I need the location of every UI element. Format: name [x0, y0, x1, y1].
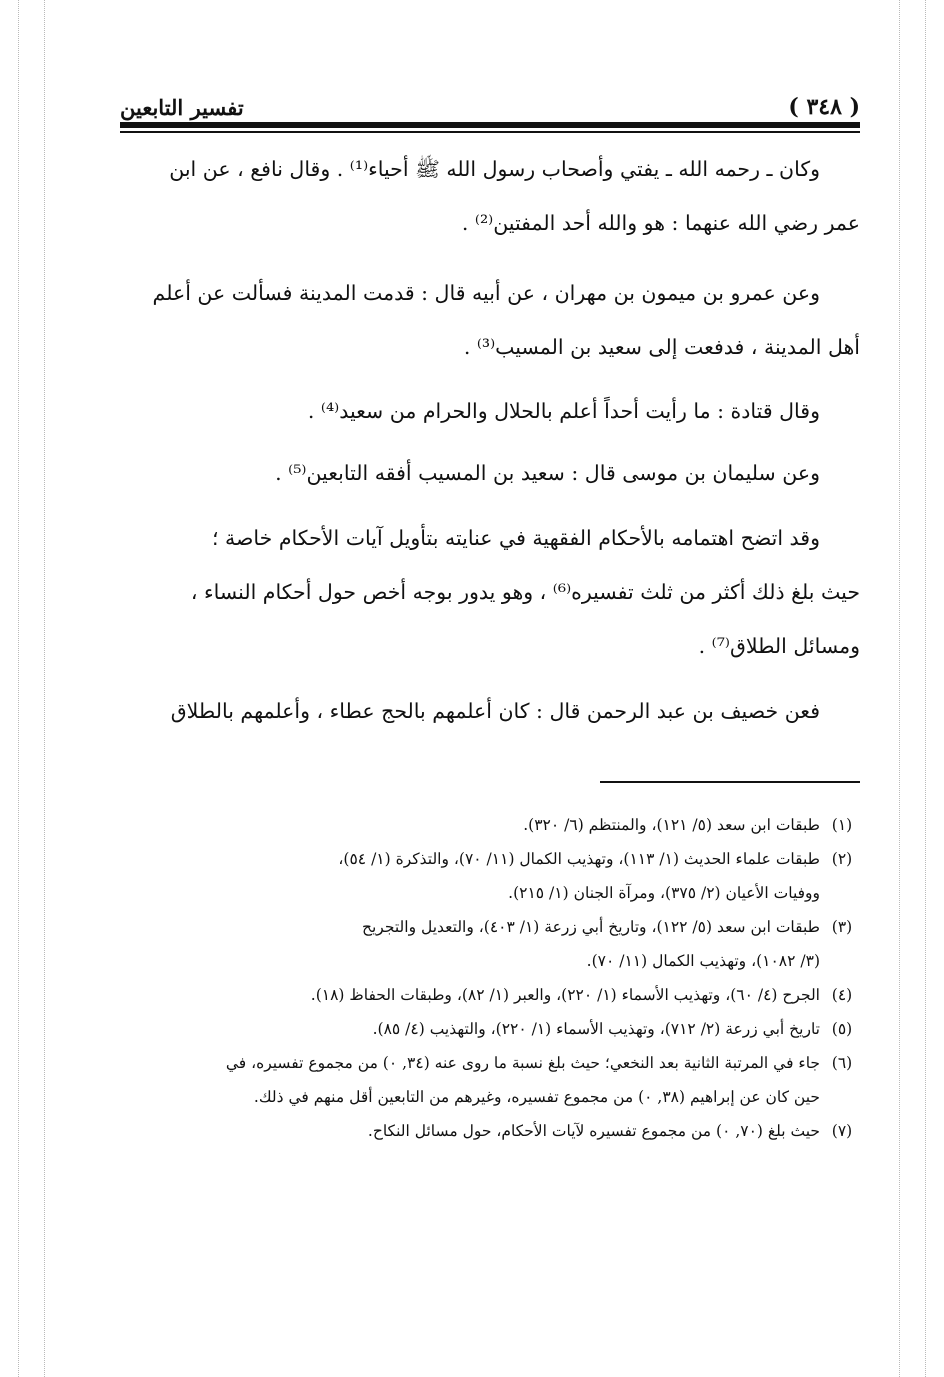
- footnote-line: جاء في المرتبة الثانية بعد النخعي؛ حيث بلغ نسبة ما روى عنه (٣٤, ٠) من مجموع تفسيره، في: [225, 1054, 820, 1072]
- scan-guide-line: [18, 0, 19, 1377]
- footnote-line: طبقات علماء الحديث (١/ ١١٣)، وتهذيب الكمال (١١/ ٧٠)، والتذكرة (١/ ٥٤)،: [338, 850, 820, 868]
- footnote-line: تاريخ أبي زرعة (٢/ ٧١٢)، وتهذيب الأسماء (١/ ٢٢٠)، والتهذيب (٤/ ٨٥).: [372, 1020, 820, 1038]
- text-line: وعن سليمان بن موسى قال : سعيد بن المسيب أفقه التابعين⁽⁵⁾ .: [275, 461, 820, 485]
- footnotes: [120, 808, 860, 1148]
- paragraph: [120, 511, 860, 673]
- footnote-line: طبقات ابن سعد (٥/ ١٢١)، والمنتظم (٦/ ٣٢٠).: [523, 816, 820, 834]
- book-page: [120, 86, 860, 1346]
- text-line: عمر رضي الله عنهما : هو والله أحد المفتين⁽²⁾ .: [461, 211, 860, 235]
- footnote: [120, 842, 860, 910]
- footnote-separator: [600, 781, 860, 783]
- footnote: [120, 978, 860, 1012]
- page-header: [120, 86, 860, 120]
- scan-guide-line: [44, 0, 45, 1377]
- header-rule-thick: [120, 122, 860, 128]
- text-line: وقد اتضح اهتمامه بالأحكام الفقهية في عنايته بتأويل آيات الأحكام خاصة ؛: [212, 526, 820, 550]
- paragraph: [120, 446, 860, 500]
- text-line: وقال قتادة : ما رأيت أحداً أعلم بالحلال والحرام من سعيد⁽⁴⁾ .: [307, 399, 820, 423]
- footnote: [120, 808, 860, 842]
- footnote-line: ووفيات الأعيان (٢/ ٣٧٥)، ومرآة الجنان (١/ ٢١٥).: [508, 884, 820, 902]
- text-line: ومسائل الطلاق⁽⁷⁾ .: [698, 634, 860, 658]
- footnote-number: (٤): [831, 986, 853, 1004]
- footnote-number: (٧): [831, 1122, 853, 1140]
- footnote-number: (١): [831, 816, 853, 834]
- scan-guide-line: [925, 0, 926, 1377]
- footnote: [120, 1114, 860, 1148]
- text-line: أهل المدينة ، فدفعت إلى سعيد بن المسيب⁽³⁾ .: [463, 335, 860, 359]
- footnote-line: طبقات ابن سعد (٥/ ١٢٢)، وتاريخ أبي زرعة (١/ ٤٠٣)، والتعديل والتجريح: [361, 918, 820, 936]
- paragraph: [120, 266, 860, 374]
- text-line: فعن خصيف بن عبد الرحمن قال : كان أعلمهم بالحج عطاء ، وأعلمهم بالطلاق: [170, 699, 820, 723]
- footnote-line: حين كان عن إبراهيم (٣٨, ٠) من مجموع تفسيره، وغيرهم من التابعين أقل منهم في ذلك.: [253, 1088, 820, 1106]
- running-title: تفسير التابعين: [120, 95, 244, 120]
- paragraph: [120, 384, 860, 438]
- footnote-number: (٥): [831, 1020, 853, 1038]
- footnote-number: (٣): [831, 918, 853, 936]
- page-number: ( ٣٤٨ ): [788, 94, 860, 120]
- paragraph: [120, 684, 860, 738]
- footnote-line: حيث بلغ (٧٠, ٠) من مجموع تفسيره لآيات الأحكام، حول مسائل النكاح.: [367, 1122, 820, 1140]
- scan-guide-line: [899, 0, 900, 1377]
- footnote-line: الجرح (٤/ ٦٠)، وتهذيب الأسماء (١/ ٢٢٠)، والعبر (١/ ٨٢)، وطبقات الحفاظ (١٨).: [310, 986, 820, 1004]
- footnote-line: (٣/ ١٠٨٢)، وتهذيب الكمال (١١/ ٧٠).: [586, 952, 820, 970]
- header-rule-thin: [120, 131, 860, 133]
- footnote: [120, 1046, 860, 1114]
- footnote-number: (٦): [831, 1054, 853, 1072]
- footnote: [120, 910, 860, 978]
- text-line: وكان ـ رحمه الله ـ يفتي وأصحاب رسول الله ﷺ أحياء⁽¹⁾ . وقال نافع ، عن ابن: [169, 157, 820, 181]
- footnote-number: (٢): [831, 850, 853, 868]
- text-line: وعن عمرو بن ميمون بن مهران ، عن أبيه قال : قدمت المدينة فسألت عن أعلم: [152, 281, 820, 305]
- paragraph: [120, 142, 860, 250]
- footnote: [120, 1012, 860, 1046]
- text-line: حيث بلغ ذلك أكثر من ثلث تفسيره⁽⁶⁾ ، وهو يدور بوجه أخص حول أحكام النساء ،: [190, 580, 860, 604]
